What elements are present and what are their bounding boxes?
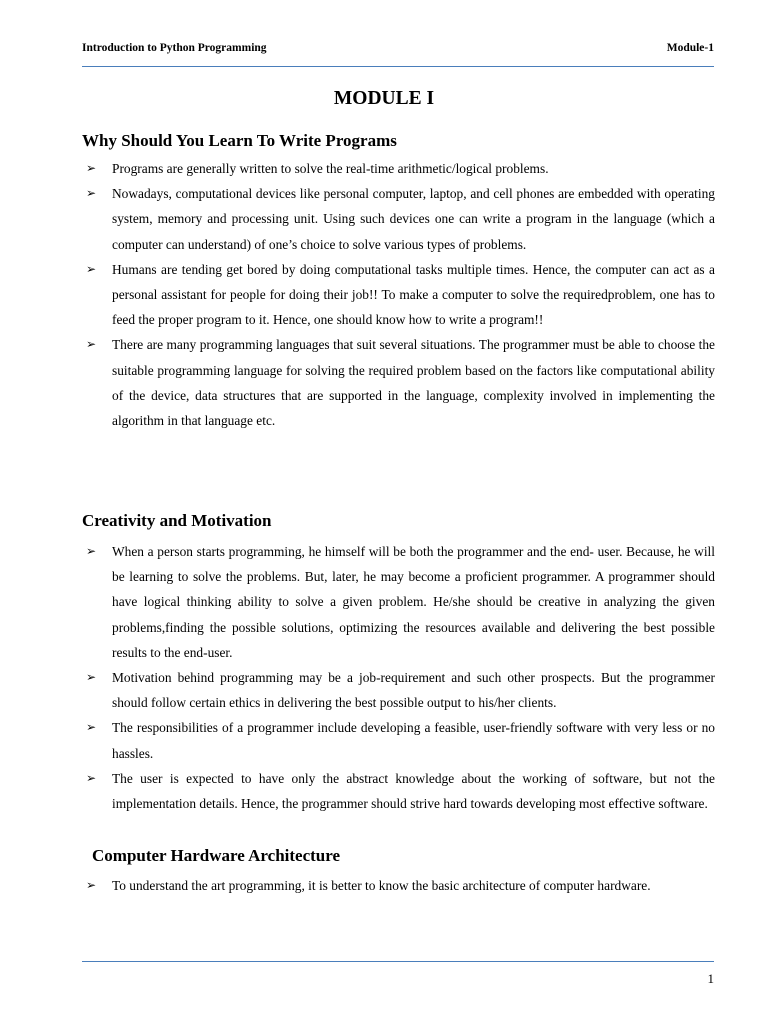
list-item — [86, 539, 715, 665]
list-item-text: To understand the art programming, it is better to know the basic architecture of computer hardware. — [112, 878, 651, 893]
section-heading-why-learn: Why Should You Learn To Write Programs — [82, 131, 397, 150]
list-item-text: Programs are generally written to solve the real-time arithmetic/logical problems. — [112, 161, 549, 176]
page-title: MODULE I — [333, 88, 435, 109]
section-heading-hardware: Computer Hardware Architecture — [92, 846, 341, 865]
list-item — [86, 332, 715, 433]
list-item-text: When a person starts programming, he himself will be both the programmer and the end- user. Because, he will be learning to solve the problems. But, later, he may become a proficient programmer. A programmer should have logical thinking ability to solve a given problem. He/she should be creative in analyzing the given problems,finding the possible solutions, optimizing the resources available and delivering the best possible results to the end-user. — [112, 544, 715, 660]
bullet-list-creativity — [86, 539, 715, 816]
arrow-bullet-icon: ➢ — [86, 544, 97, 558]
header-course-title: Introduction to Python Programming — [82, 42, 267, 54]
arrow-bullet-icon: ➢ — [86, 878, 97, 892]
header-divider — [82, 66, 714, 67]
list-item — [86, 715, 715, 765]
arrow-bullet-icon: ➢ — [86, 161, 97, 175]
list-item-text: Nowadays, computational devices like personal computer, laptop, and cell phones are embedded with operating system, memory and processing unit. Using such devices one can write a program in the language (which a computer can understand) of one’s choice to solve various types of problems. — [112, 186, 715, 252]
list-item — [86, 181, 715, 257]
list-item-text: There are many programming languages that suit several situations. The programmer must be able to choose the suitable programming language for solving the required problem based on the factors like computational ability of the device, data structures that are supported in the language, complexity involved in implementing the algorithm in that language etc. — [112, 337, 715, 429]
header-module-label: Module-1 — [666, 42, 714, 54]
section-heading-creativity: Creativity and Motivation — [82, 511, 272, 530]
arrow-bullet-icon: ➢ — [86, 261, 97, 276]
list-item-text: The responsibilities of a programmer include developing a feasible, user-friendly software with very less or no hassles. — [112, 720, 715, 761]
arrow-bullet-icon: ➢ — [86, 720, 97, 735]
page-number: 1 — [707, 971, 714, 986]
page-header — [82, 42, 714, 60]
bullet-list-hardware — [86, 873, 715, 898]
arrow-bullet-icon: ➢ — [86, 186, 97, 201]
list-item-text: Humans are tending get bored by doing computational tasks multiple times. Hence, the computer can act as a personal assistant for people for doing their job!! To make a computer to solve the requiredproblem, one has to feed the proper program to it. Hence, one should know how to write a program!! — [112, 261, 715, 328]
list-item — [86, 257, 715, 333]
list-item — [86, 873, 715, 898]
arrow-bullet-icon: ➢ — [86, 770, 97, 785]
list-item-text: The user is expected to have only the abstract knowledge about the working of software, but not the implementation details. Hence, the programmer should strive hard towards developing most effective software. — [112, 770, 715, 812]
bullet-list-why-learn — [86, 156, 715, 433]
arrow-bullet-icon: ➢ — [86, 670, 97, 685]
list-item — [86, 665, 715, 715]
footer-divider — [82, 961, 714, 962]
list-item — [86, 156, 715, 181]
list-item — [86, 766, 715, 816]
list-item-text: Motivation behind programming may be a job-requirement and such other prospects. But the programmer should follow certain ethics in delivering the best possible output to his/her clients. — [112, 670, 715, 711]
arrow-bullet-icon: ➢ — [86, 337, 97, 352]
